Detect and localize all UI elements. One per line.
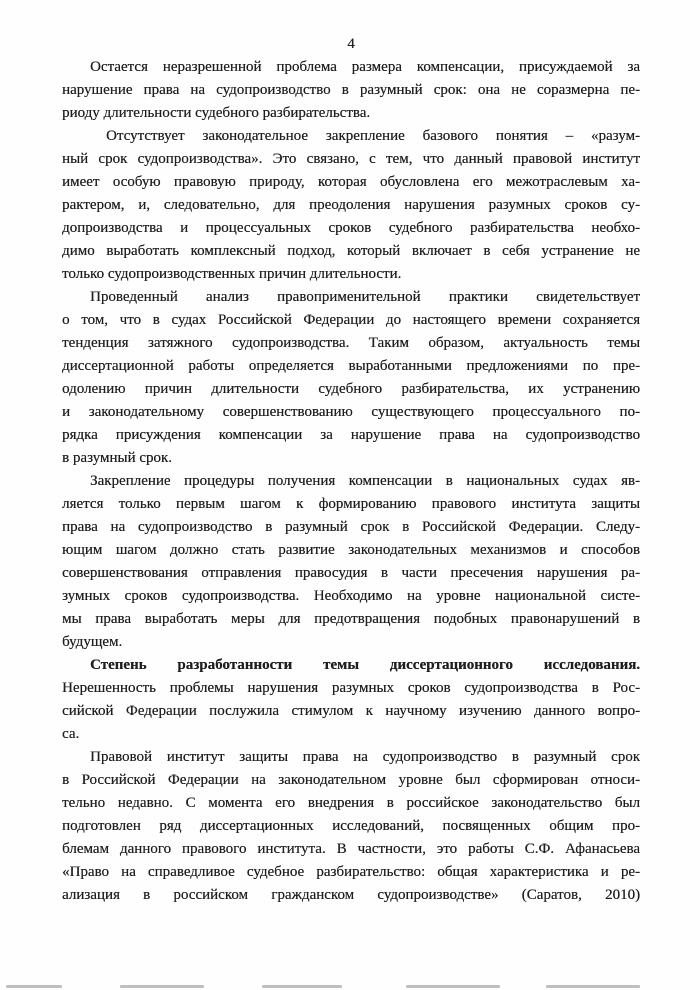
text-line: «Право на справедливое судебное разбирательство: общая характеристика и ре- bbox=[62, 864, 640, 880]
text-line: ляется только первым шагом к формированию правового института защиты bbox=[62, 496, 640, 512]
text-line: в разумный срок. bbox=[62, 450, 172, 466]
text-line: Остается неразрешенной проблема размера компенсации, присуждаемой за bbox=[90, 59, 640, 75]
text-line: одолению причин длительности судебного разбирательства, их устранению bbox=[62, 381, 640, 397]
text-line: рядка присуждения компенсации за нарушение права на судопроизводство bbox=[62, 427, 640, 443]
text-line: тельно недавно. С момента его внедрения в российское законодательство был bbox=[62, 795, 640, 811]
text-line: допроизводства и процессуальных сроков судебного разбирательства необхо- bbox=[62, 220, 640, 236]
paragraph bbox=[62, 286, 640, 470]
text-line: рактером, и, следовательно, для преодоления нарушения разумных сроков су- bbox=[62, 197, 640, 213]
clipped-text-fragment bbox=[546, 985, 640, 988]
text-line: Проведенный анализ правоприменительной практики свидетельствует bbox=[90, 289, 640, 305]
text-line: Степень разработанности темы диссертационного исследования. bbox=[90, 657, 640, 673]
text-line: в Российской Федерации на законодательном уровне был сформирован относи- bbox=[62, 772, 640, 788]
text-line: ный срок судопроизводства». Это связано, с тем, что данный правовой институт bbox=[62, 151, 640, 167]
text-line: Отсутствует законодательное закрепление базового понятия – «разум- bbox=[106, 128, 640, 144]
paragraph bbox=[62, 470, 640, 654]
text-line: мы права выработать меры для предотвращения подобных правонарушений в bbox=[62, 611, 640, 627]
text-line: са. bbox=[62, 726, 80, 742]
text-line: Закрепление процедуры получения компенсации в национальных судах яв- bbox=[90, 473, 640, 489]
clipped-text-fragment bbox=[406, 985, 500, 988]
text-line: диссертационной работы определяется выработанными предложениями по пре- bbox=[62, 358, 640, 374]
text-line: и законодательному совершенствованию существующего процессуального по- bbox=[62, 404, 640, 420]
clipped-text-fragment bbox=[262, 985, 342, 988]
text-line: права на судопроизводство в разумный срок в Российской Федерации. Следу- bbox=[62, 519, 640, 535]
text-line: Нерешенность проблемы нарушения разумных сроков судопроизводства в Рос- bbox=[62, 680, 640, 696]
text-line: нарушение права на судопроизводство в разумный срок: она не соразмерна пе- bbox=[62, 82, 640, 98]
clipped-text-fragment bbox=[6, 985, 62, 988]
text-line: ющим шагом должно стать развитие законодательных механизмов и способов bbox=[62, 542, 640, 558]
text-line: сийской Федерации послужила стимулом к научному изучению данного вопро- bbox=[62, 703, 640, 719]
paragraph bbox=[62, 56, 640, 125]
page-number: 4 bbox=[347, 36, 355, 52]
text-line: тенденция затяжного судопроизводства. Таким образом, актуальность темы bbox=[62, 335, 640, 351]
clipped-bottom-text-line bbox=[0, 984, 700, 990]
text-line: риоду длительности судебного разбирательства. bbox=[62, 105, 371, 121]
text-line: о том, что в судах Российской Федерации до настоящего времени сохраняется bbox=[62, 312, 640, 328]
text-line: имеет особую правовую природу, которая обусловлена его межотраслевым ха- bbox=[62, 174, 640, 190]
text-line: димо выработать комплексный подход, который включает в себя устранение не bbox=[62, 243, 640, 259]
paragraph bbox=[62, 654, 640, 746]
paragraph bbox=[62, 125, 640, 286]
text-line: Правовой институт защиты права на судопроизводство в разумный срок bbox=[90, 749, 640, 765]
paragraph bbox=[62, 746, 640, 907]
text-line: блемам данного правового института. В частности, это работы С.Ф. Афанасьева bbox=[62, 841, 640, 857]
text-line: только судопроизводственных причин длительности. bbox=[62, 266, 402, 282]
text-line: совершенствования отправления правосудия в части пресечения нарушения ра- bbox=[62, 565, 640, 581]
text-line: зумных сроков судопроизводства. Необходимо на уровне национальной систе- bbox=[62, 588, 640, 604]
text-block bbox=[62, 56, 640, 907]
text-line: ализация в российском гражданском судопроизводстве» (Саратов, 2010) bbox=[62, 887, 640, 903]
text-line: будущем. bbox=[62, 634, 123, 650]
clipped-text-fragment bbox=[120, 985, 204, 988]
text-line: подготовлен ряд диссертационных исследований, посвященных общим про- bbox=[62, 818, 640, 834]
